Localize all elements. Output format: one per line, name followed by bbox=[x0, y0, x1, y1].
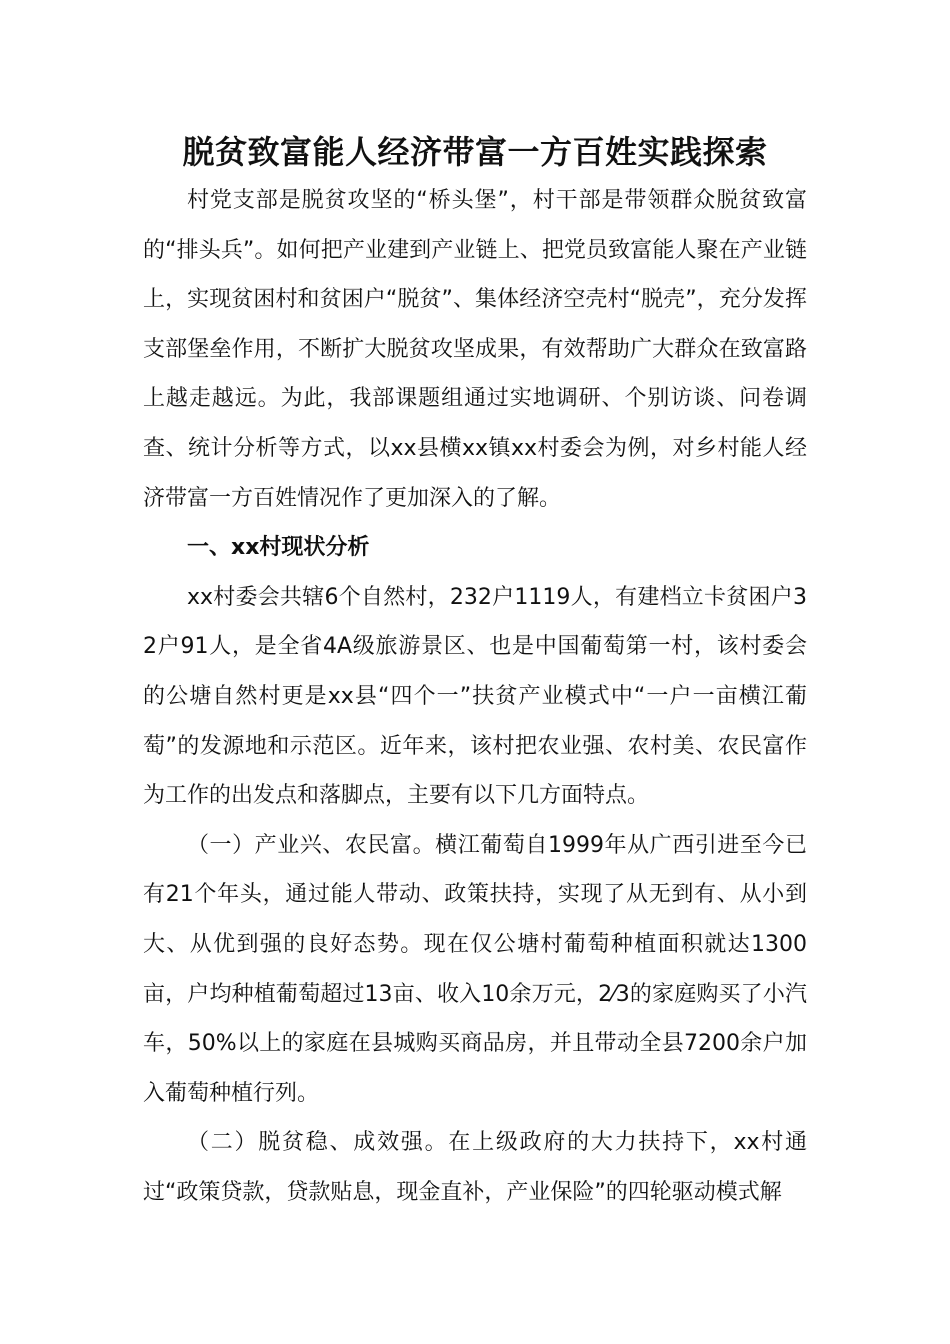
section1-paragraph-2: （一）产业兴、农民富。横江葡萄自1999年从广西引进至今已有21个年头，通过能人带动、政策扶持，实现了从无到有、从小到大、从优到强的良好态势。现在仅公塘村葡萄种植面积就达1300亩，户均种植葡萄超过13亩、收入10余万元，2⁄3的家庭购买了小汽车，50%以上的家庭在县城购买商品房，并且带动全县7200余户加入葡萄种植行列。 bbox=[143, 832, 807, 1106]
section-heading-1: 一、xx村现状分析 bbox=[187, 535, 370, 561]
document-title: 脱贫致富能人经济带富一方百姓实践探索 bbox=[182, 133, 768, 171]
intro-paragraph: 村党支部是脱贫攻坚的“桥头堡”，村干部是带领群众脱贫致富的“排头兵”。如何把产业建到产业链上、把党员致富能人聚在产业链上，实现贫困村和贫困户“脱贫”、集体经济空壳村“脱壳”，充分发挥支部堡垒作用，不断扩大脱贫攻坚成果，有效帮助广大群众在致富路上越走越远。为此，我部课题组通过实地调研、个别访谈、问卷调查、统计分析等方式，以xx县横xx镇xx村委会为例，对乡村能人经济带富一方百姓情况作了更加深入的了解。 bbox=[143, 188, 807, 511]
section1-paragraph-1: xx村委会共辖6个自然村，232户1119人，有建档立卡贫困户32户91人，是全省4A级旅游景区、也是中国葡萄第一村，该村委会的公塘自然村更是xx县“四个一”扶贫产业模式中“一户一亩横江葡萄”的发源地和示范区。近年来，该村把农业强、农村美、农民富作为工作的出发点和落脚点，主要有以下几方面特点。 bbox=[143, 584, 807, 809]
section1-paragraph-3: （二）脱贫稳、成效强。在上级政府的大力扶持下，xx村通过“政策贷款，贷款贴息，现金直补，产业保险”的四轮驱动模式解 bbox=[143, 1130, 807, 1205]
document-body bbox=[143, 128, 807, 1217]
